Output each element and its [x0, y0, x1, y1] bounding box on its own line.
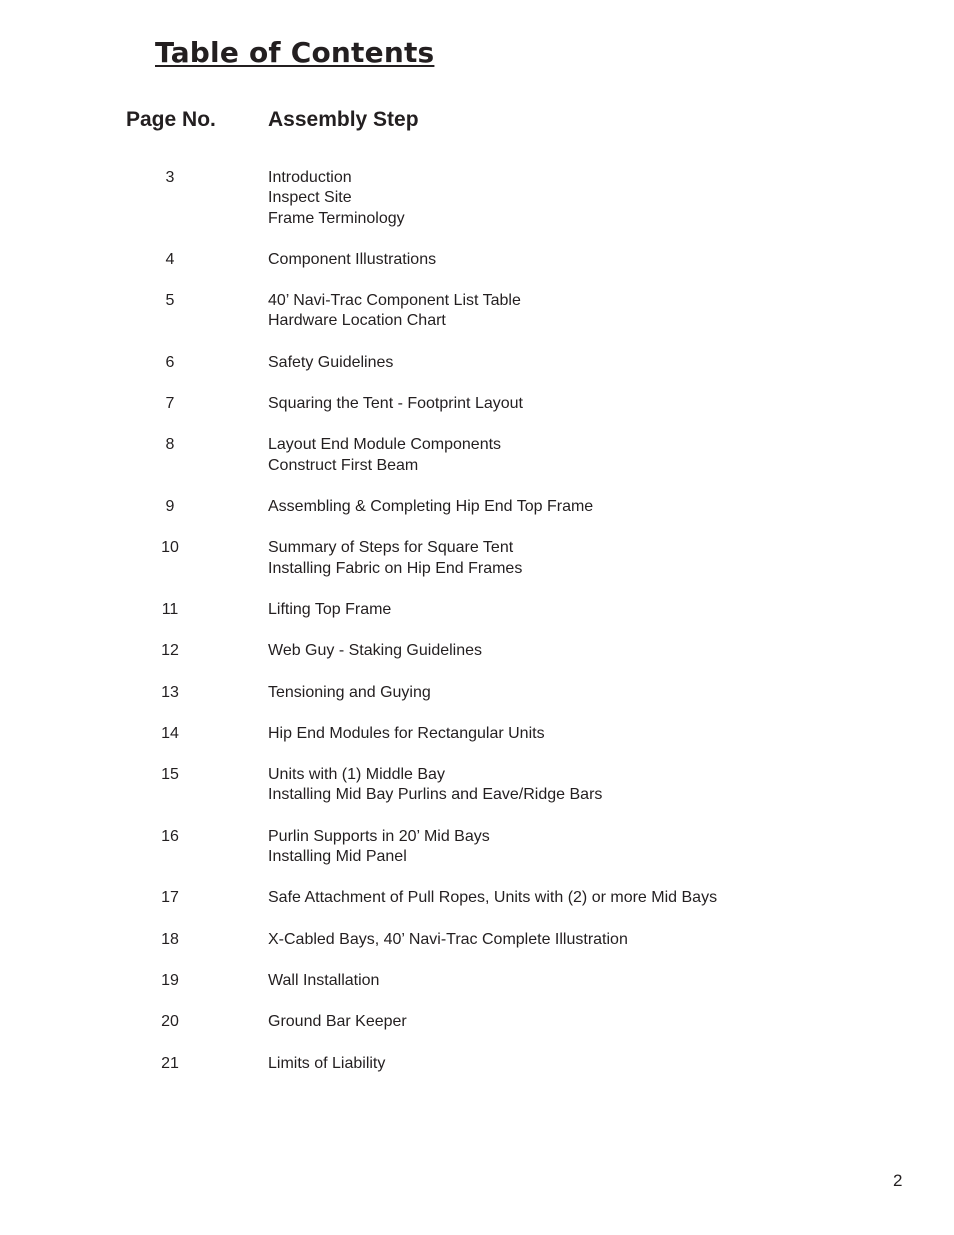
toc-page-number: 16 [161, 827, 179, 845]
toc-steps [268, 1012, 407, 1032]
toc-step-title: Squaring the Tent - Footprint Layout [268, 395, 523, 413]
toc-steps [268, 765, 602, 806]
toc-step-title: Summary of Steps for Square Tent [268, 539, 514, 557]
toc-step-title: X-Cabled Bays, 40’ Navi-Trac Complete Illustration [268, 930, 628, 948]
toc-step-title: Installing Fabric on Hip End Frames [268, 559, 523, 577]
toc-step-title: Safety Guidelines [268, 353, 394, 371]
toc-steps [268, 641, 482, 661]
toc-steps [268, 600, 391, 620]
toc-step-title: Component Illustrations [268, 250, 437, 268]
toc-steps [268, 724, 545, 744]
toc-step-title: Layout End Module Components [268, 436, 502, 454]
toc-page-number: 9 [165, 498, 175, 515]
toc-page-number: 7 [165, 395, 175, 413]
toc-page-number: 19 [161, 971, 179, 989]
toc-step-title: Assembling & Completing Hip End Top Frame [268, 498, 594, 515]
toc-page-number: 18 [161, 930, 179, 948]
toc-step-title: Web Guy - Staking Guidelines [268, 642, 483, 660]
toc-page-number: 6 [165, 353, 175, 371]
toc-steps [268, 168, 405, 229]
toc-page-number: 21 [161, 1054, 179, 1072]
toc-step-title: Hip End Modules for Rectangular Units [268, 724, 545, 742]
toc-steps [268, 971, 379, 991]
toc-steps [268, 291, 521, 332]
toc-step-title: Limits of Liability [268, 1054, 386, 1072]
toc-page-number: 12 [161, 642, 179, 660]
toc-step-title: Hardware Location Chart [268, 312, 446, 330]
toc-step-title: 40’ Navi-Trac Component List Table [268, 292, 521, 310]
toc-step-title: Safe Attachment of Pull Ropes, Units with (2) or more Mid Bays [268, 889, 718, 907]
toc-step-title: Inspect Site [268, 189, 352, 207]
toc-page-number: 17 [161, 889, 179, 907]
column-header-page-no: Page No. [126, 108, 216, 131]
toc-steps [268, 930, 628, 950]
page-number: 2 [893, 1171, 903, 1190]
toc-steps [268, 683, 431, 703]
toc-page-number: 5 [165, 292, 175, 310]
column-header-assembly-step: Assembly Step [268, 108, 419, 131]
toc-steps [268, 827, 490, 868]
toc-step-title: Construct First Beam [268, 456, 419, 474]
toc-steps [268, 888, 717, 908]
toc-step-title: Lifting Top Frame [268, 600, 392, 618]
toc-step-title: Ground Bar Keeper [268, 1013, 407, 1031]
toc-steps [268, 497, 593, 517]
toc-step-title: Wall Installation [268, 971, 380, 989]
toc-page-number: 8 [165, 436, 175, 454]
toc-page-number: 4 [165, 250, 175, 268]
toc-steps [268, 538, 522, 579]
toc-step-title: Purlin Supports in 20’ Mid Bays [268, 827, 490, 845]
toc-page-number: 15 [161, 766, 179, 784]
toc-step-title: Frame Terminology [268, 209, 405, 227]
toc-step-title: Installing Mid Bay Purlins and Eave/Ridge Bars [268, 786, 603, 804]
toc-page-number: 10 [161, 539, 179, 557]
toc-steps [268, 353, 393, 373]
toc-page-number: 3 [165, 169, 175, 186]
page-title: Table of Contents [155, 36, 435, 69]
toc-page-number: 20 [161, 1013, 179, 1031]
toc-steps [268, 435, 501, 476]
toc-page-number: 14 [161, 724, 179, 742]
toc-step-title: Tensioning and Guying [268, 683, 431, 701]
toc-page-number: 11 [161, 600, 179, 618]
toc-steps [268, 1054, 385, 1074]
toc-step-title: Introduction [268, 169, 352, 186]
toc-step-title: Units with (1) Middle Bay [268, 766, 445, 784]
toc-steps [268, 394, 523, 414]
toc-page-number: 13 [161, 683, 179, 701]
toc-step-title: Installing Mid Panel [268, 847, 407, 865]
toc-steps [268, 250, 436, 270]
